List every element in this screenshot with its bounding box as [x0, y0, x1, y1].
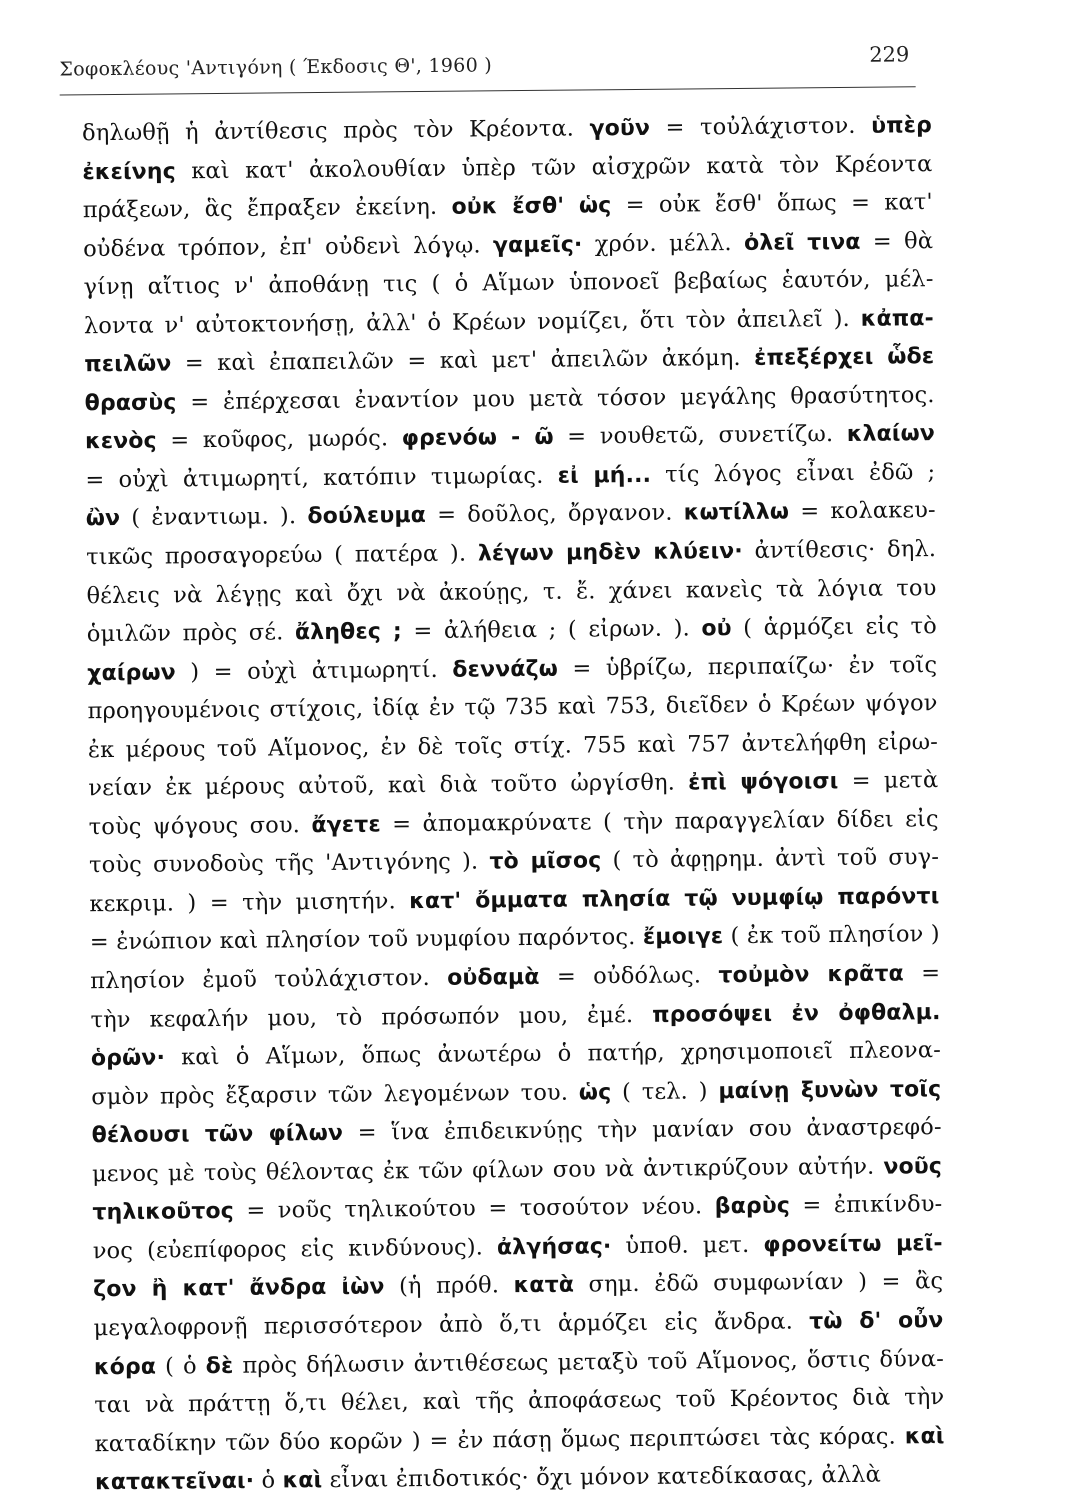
- lemma: κατακτεῖναι·: [94, 1468, 255, 1496]
- lemma: κἀπα-: [860, 305, 934, 332]
- gloss-text: τικῶς προσαγορεύω ( πατέρα ).: [86, 540, 479, 571]
- lemma: ἄγετε: [311, 812, 381, 838]
- lemma: κενὸς: [84, 428, 157, 455]
- gloss-text: οὐδένα τρόπον, ἐπ' οὐδενὶ λόγῳ.: [83, 231, 494, 262]
- gloss-text: ἀντίθεσις· δηλ.: [742, 536, 937, 564]
- gloss-text: = οὐχὶ ἀτιμωρητί, κατόπιν τιμωρίας.: [85, 462, 558, 494]
- gloss-text: κεκριμ. ) = τὴν μισητήν.: [89, 888, 410, 918]
- gloss-text: ( ἐκ τοῦ πλησίον ): [723, 921, 940, 950]
- lemma: φρονείτω μεῖ-: [763, 1230, 943, 1258]
- running-head: [59, 36, 915, 95]
- gloss-text: = δοῦλος, ὄργανον.: [425, 499, 684, 529]
- gloss-text: τοὺς ψόγους σου.: [88, 811, 312, 841]
- gloss-text: ( τελ. ): [611, 1077, 719, 1105]
- gloss-text: πρὸς δήλωσιν ἀντιθέσεως μεταξὺ τοῦ Αἵμονος, ὅστις δύνα-: [233, 1345, 945, 1379]
- gloss-text: = μετὰ: [838, 767, 939, 795]
- gloss-text: = κολακευ-: [789, 497, 936, 525]
- lemma: οὐδαμὰ: [447, 964, 540, 991]
- lemma: ὡς: [578, 1079, 612, 1106]
- lemma: φρενόω - ῶ: [401, 425, 554, 452]
- lemma: ἐκείνης: [82, 158, 176, 185]
- lemma: ὀλεῖ τινα: [743, 229, 861, 256]
- lemma: δούλευμα: [307, 503, 427, 530]
- gloss-text: τοὺς συνοδοὺς τῆς 'Αντιγόνης ).: [88, 848, 490, 879]
- gloss-text: = θὰ: [860, 227, 934, 255]
- gloss-text: = ἀπομακρύνατε ( τὴν παραγγελίαν δίδει εἰς: [380, 805, 939, 838]
- gloss-text: = ἵνα ἐπιδεικνύῃς τὴν μανίαν σου ἀναστρεφό-: [342, 1114, 942, 1147]
- lemma: νοῦς: [883, 1153, 943, 1180]
- lemma: οὐ: [701, 616, 732, 642]
- gloss-text: (ἡ πρόθ.: [384, 1272, 514, 1300]
- lemma: ζον ἢ κατ' ἄνδρα ἰὼν: [93, 1274, 385, 1303]
- lemma: καὶ: [904, 1423, 945, 1450]
- gloss-text: θέλεις νὰ λέγῃς καὶ ὄχι νὰ ἀκούῃς, τ. ἔ. χάνει κανεὶς τὰ λόγια του: [86, 574, 937, 609]
- lemma: γοῦν: [589, 115, 651, 142]
- gloss-text: μεγαλοφρονῇ περισσότερον ἀπὸ ὅ,τι ἁρμόζει εἰς ἄνδρα.: [93, 1308, 810, 1342]
- lemma: βαρὺς: [714, 1193, 791, 1220]
- gloss-text: ) = οὐχὶ ἀτιμωρητί.: [175, 656, 453, 686]
- lemma: ἔμοιγε: [642, 924, 724, 951]
- gloss-text: ( ἐναντιωμ. ).: [120, 503, 308, 532]
- gloss-text: τίς λόγος εἶναι ἐδῶ ;: [650, 459, 936, 488]
- gloss-text: εἶναι ἐπιδοτικός· ὄχι μόνον κατεδίκασας, ἀλλὰ: [322, 1461, 882, 1494]
- lemma: καὶ: [282, 1468, 323, 1494]
- gloss-text: προηγουμένοις στίχοις, ἰδίᾳ ἐν τῷ 735 καὶ 753, διεῖδεν ὁ Κρέων ψόγον: [87, 690, 938, 725]
- lemma: ὁρῶν·: [90, 1045, 166, 1072]
- gloss-text: ( ἁρμόζει εἰς τὸ: [731, 613, 937, 642]
- lemma: λέγων μηδὲν κλύειν·: [477, 538, 744, 567]
- gloss-text: καταδίκην τῶν δύο κορῶν ) = ἐν πάσῃ ὅμως περιπτώσει τὰς κόρας.: [94, 1423, 905, 1457]
- gloss-text: καὶ ὁ Αἵμων, ὅπως ἀνωτέρω ὁ πατήρ, χρησιμοποιεῖ πλεονα-: [164, 1037, 942, 1071]
- lemma: μαίνῃ ξυνὼν τοῖς: [718, 1076, 942, 1104]
- gloss-text: λοντα ν' αὐτοκτονήσῃ, ἀλλ' ὁ Κρέων νομίζει, ὅτι τὸν ἀπειλεῖ ).: [83, 305, 861, 339]
- lemma: χαίρων: [87, 660, 177, 686]
- lemma: εἰ μή...: [557, 462, 652, 489]
- gloss-text: σμὸν πρὸς ἔξαρσιν τῶν λεγομένων του.: [91, 1079, 579, 1110]
- gloss-text: = ἐνώπιον καὶ πλησίον τοῦ νυμφίου παρόντος.: [89, 924, 644, 956]
- commentary-text: [82, 106, 945, 1502]
- gloss-text: δηλωθῇ ἡ ἀντίθεσις πρὸς τὸν Κρέοντα.: [81, 115, 590, 147]
- gloss-text: γίνῃ αἴτιος ν' ἀποθάνῃ τις ( ὁ Αἵμων ὑπονοεῖ βεβαίως ἑαυτόν, μέλ-: [83, 266, 934, 301]
- lemma: προσόψει ἐν ὀφθαλμ.: [652, 999, 941, 1028]
- lemma: δὲ: [205, 1353, 234, 1379]
- lemma: ὢν: [85, 506, 121, 532]
- gloss-text: = νοῦς τηλικούτου = τοσούτον νέου.: [233, 1193, 715, 1225]
- gloss-text: ( τὸ ἀφῃρημ. ἀντὶ τοῦ συγ-: [601, 844, 940, 874]
- gloss-text: τὴν κεφαλήν μου, τὸ πρόσωπόν μου, ἐμέ.: [90, 1001, 653, 1033]
- lemma: τὼ δ' οὖν: [809, 1308, 944, 1335]
- gloss-text: νος (εὐεπίφορος εἰς κινδύνους).: [92, 1234, 498, 1265]
- gloss-text: ται νὰ πράττῃ ὅ,τι θέλει, καὶ τῆς ἀποφάσεως τοῦ Κρέοντος διὰ τὴν: [94, 1384, 945, 1419]
- lemma: κωτίλλω: [683, 499, 790, 526]
- gloss-text: = τοὐλάχιστον.: [649, 112, 872, 141]
- lemma: δεννάζω: [452, 656, 559, 683]
- lemma: ἄληθες ;: [294, 619, 403, 646]
- gloss-text: χρόν. μέλλ.: [582, 229, 745, 258]
- lemma: γαμεῖς·: [492, 232, 583, 258]
- lemma: ἐπεξέρχει ὧδε: [754, 344, 935, 372]
- lemma: θέλουσι τῶν φίλων: [91, 1121, 344, 1149]
- page-number: 229: [869, 42, 910, 67]
- gloss-text: ( ὁ: [155, 1352, 206, 1380]
- gloss-text: ὁμιλῶν πρὸς σέ.: [86, 619, 296, 648]
- gloss-text: = οὐκ ἔσθ' ὅπως = κατ': [611, 189, 933, 219]
- lemma: ἀλγήσας·: [496, 1234, 612, 1261]
- lemma: κατὰ: [513, 1273, 575, 1299]
- gloss-text: πλησίον ἐμοῦ τοὐλάχιστον.: [90, 964, 448, 995]
- gloss-text: = ἐπικίνδυ-: [789, 1191, 943, 1219]
- gloss-text: = νουθετῶ, συνετίζω.: [553, 421, 847, 451]
- gloss-text: μενος μὲ τοὺς θέλοντας ἐκ τῶν φίλων σου νὰ ἀντικρύζουν αὐτήν.: [91, 1153, 884, 1187]
- lemma: οὐκ ἔσθ' ὡς: [451, 193, 612, 220]
- gloss-text: ἐκ μέρους τοῦ Αἵμονος, ἐν δὲ τοῖς στίχ. 755 καὶ 757 ἀντελήφθη εἰρω-: [87, 728, 939, 763]
- text-line: [95, 1455, 945, 1502]
- gloss-text: = καὶ ἐπαπειλῶν = καὶ μετ' ἀπειλῶν ἀκόμη.: [171, 345, 755, 377]
- lemma: κατ' ὄμματα πλησία τῷ νυμφίῳ παρόντι: [409, 884, 940, 915]
- lemma: κλαίων: [846, 421, 936, 448]
- lemma: θρασὺς: [84, 390, 177, 417]
- lemma: ὑπὲρ: [871, 113, 933, 139]
- gloss-text: = κοῦφος, μωρός.: [156, 425, 402, 454]
- lemma: τηλικοῦτος: [92, 1199, 235, 1226]
- gloss-text: = οὐδόλως.: [539, 962, 719, 990]
- gloss-text: = ὑβρίζω, περιπαίζω· ἐν τοῖς: [557, 651, 938, 682]
- lemma: ἐπὶ ψόγοισι: [688, 769, 839, 796]
- gloss-text: = ἐπέρχεσαι ἐναντίον μου μετὰ τόσον μεγάλης θρασύτητος.: [176, 381, 935, 416]
- gloss-text: καὶ κατ' ἀκολουθίαν ὑπὲρ τῶν αἰσχρῶν κατὰ τὸν Κρέοντα: [175, 150, 933, 184]
- gloss-text: πράξεων, ἃς ἔπραξεν ἐκείνη.: [82, 193, 452, 224]
- gloss-text: νείαν ἐκ μέρους αὐτοῦ, καὶ διὰ τοῦτο ὠργίσθη.: [88, 769, 689, 802]
- gloss-text: σημ. ἐδῶ συμφωνίαν ) = ἂς: [573, 1268, 944, 1299]
- gloss-text: =: [903, 960, 941, 987]
- lemma: κόρα: [93, 1354, 157, 1380]
- lemma: πειλῶν: [84, 351, 172, 378]
- lemma: τοὐμὸν κρᾶτα: [718, 961, 904, 989]
- lemma: τὸ μῖσος: [489, 848, 602, 875]
- gloss-text: ὁ: [254, 1467, 283, 1494]
- gloss-text: = ἀλήθεια ; ( εἰρων. ).: [401, 615, 702, 645]
- running-head-title: Σοφοκλέους 'Αντιγόνη ( Έκδοσις Θ', 1960 ): [59, 54, 493, 81]
- gloss-text: ὑποθ. μετ.: [611, 1231, 764, 1260]
